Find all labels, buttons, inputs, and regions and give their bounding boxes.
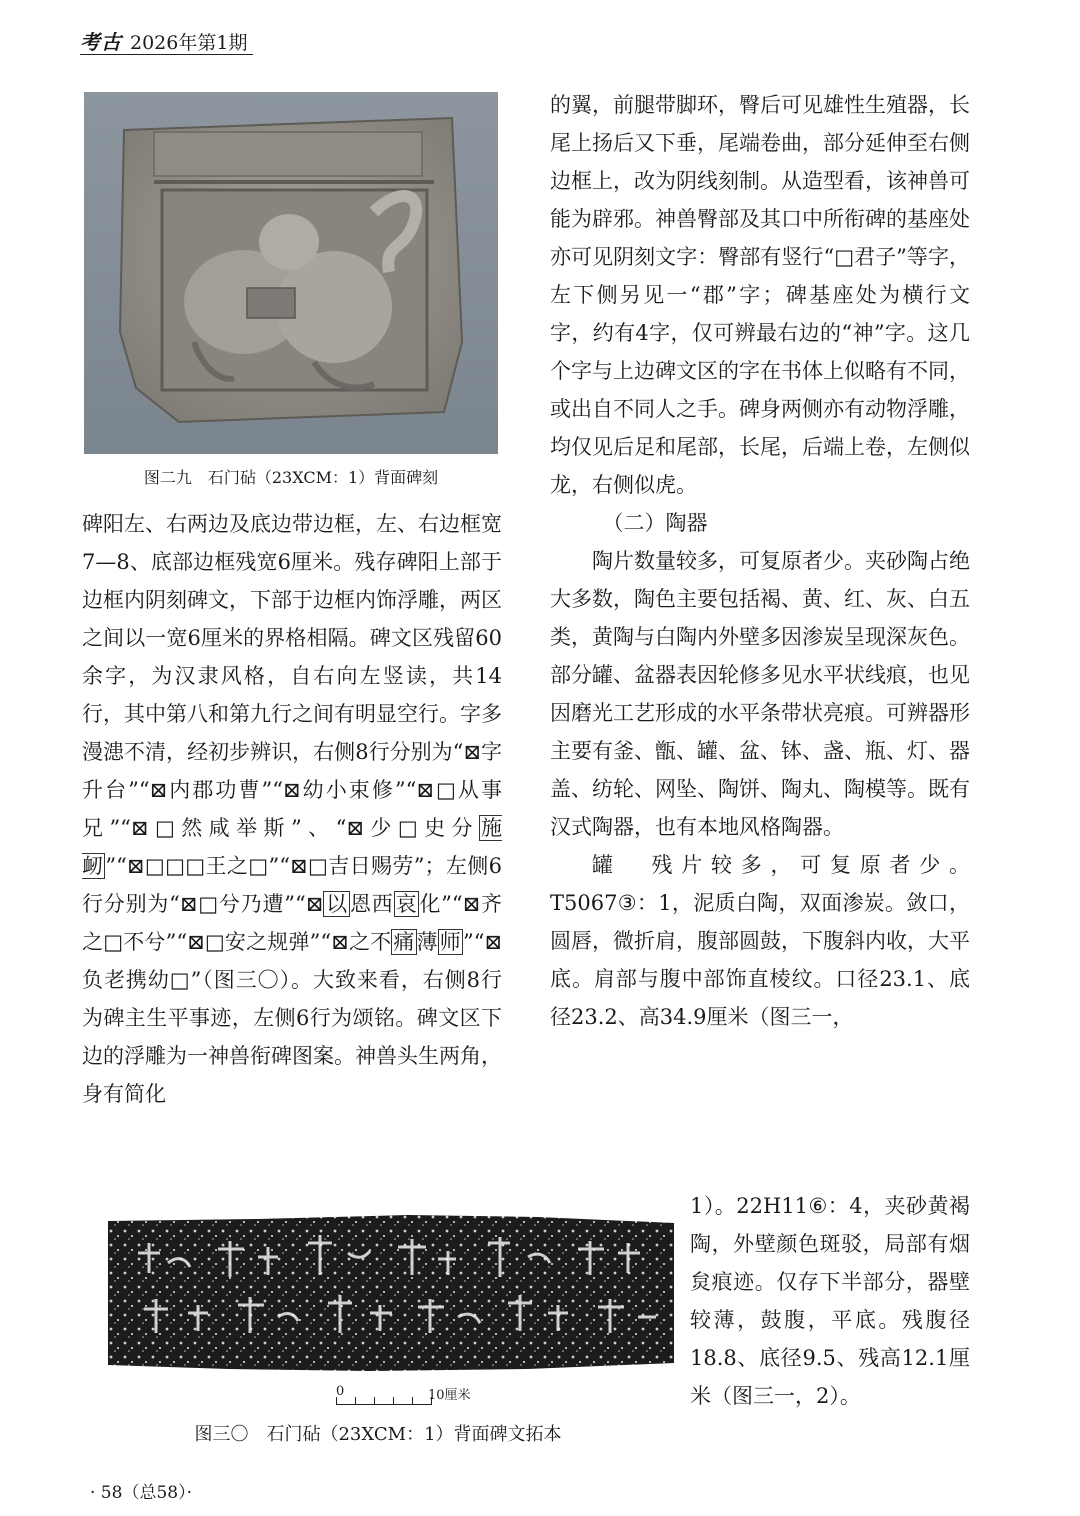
boxed-character: 哀	[395, 892, 418, 916]
scale-bar	[336, 1384, 486, 1410]
scale-tick	[431, 1397, 432, 1404]
left-paragraph	[82, 505, 502, 1113]
stone-relief-image	[84, 92, 498, 454]
boxed-character: 师	[439, 930, 461, 954]
scale-tick	[336, 1397, 337, 1404]
text-run: 恩西	[349, 892, 394, 916]
text-run: 薄	[416, 930, 438, 954]
text-run: 碑阳左、右两边及底边带边框，左、右边框宽7—8、底部边框残宽6厘米。残存碑阳上部于边框内阴刻碑文，下部于边框内饰浮雕，两区之间以一宽6厘米的界格相隔。碑文区残留60余字，为汉隶风格，自右向左竖读，共14行，其中第八和第九行之间有明显空行。字多漫漶不清，经初步辨识，右侧8行分别为“⊠字升台”“⊠内郡功曹”“⊠幼小束修”“⊠□从事兄”“⊠□然咸举斯”、“⊠少□史分	[82, 512, 502, 840]
right-paragraph-1: 的翼，前腿带脚环，臀后可见雄性生殖器，长尾上扬后又下垂，尾端卷曲，部分延伸至右侧边框上，改为阴线刻制。从造型看，该神兽可能为辟邪。神兽臀部及其口中所衔碑的基座处亦可见阴刻文字：臀部有竖行“□君子”等字，左下侧另见一“郡”字；碑基座处为横行文字，约有4字，仅可辨最右边的“神”字。这几个字与上边碑文区的字在书体上似略有不同，或出自不同人之手。碑身两侧亦有动物浮雕，均仅见后足和尾部，长尾，后端上卷，左侧似龙，右侧似虎。	[550, 93, 970, 497]
journal-logo: 考古	[80, 30, 122, 54]
scale-line	[336, 1404, 432, 1405]
boxed-character: 痛	[393, 930, 415, 954]
scale-tick	[412, 1397, 413, 1404]
left-column	[82, 505, 502, 1113]
journal-issue: 2026年第1期	[130, 32, 248, 54]
right-paragraph-3: 罐 残片较多，可复原者少。T5067③：1，泥质白陶，双面渗炭。敛口，圆唇，微折肩，腹部圆鼓，下腹斜内收，大平底。肩部与腹中部饰直棱纹。口径23.1、底径23.2、高34.9厘米（图三一，	[550, 853, 970, 1029]
running-header	[80, 26, 255, 55]
page-number: · 58（总58）·	[90, 1483, 192, 1503]
header-rule	[80, 54, 253, 55]
scale-tick	[393, 1397, 394, 1404]
text-run: ”“⊠负老携幼□”（图三〇）。大致来看，右侧8行为碑主生平事迹，左侧6行为颂铭。碑文区下边的浮雕为一神兽衔碑图案。神兽头生两角，身有简化	[82, 930, 503, 1106]
section-subheading: （二）陶器	[602, 511, 708, 535]
rubbing-image	[108, 1213, 674, 1373]
right-paragraph-2: 陶片数量较多，可复原者少。夹砂陶占绝大多数，陶色主要包括褐、黄、红、灰、白五类，黄陶与白陶内外壁多因渗炭呈现深灰色。部分罐、盆器表因轮修多见水平状线痕，也见因磨光工艺形成的水平条带状亮痕。可辨器形主要有釜、甑、罐、盆、钵、盏、瓶、灯、器盖、纺轮、网坠、陶饼、陶丸、陶模等。既有汉式陶器，也有本地风格陶器。	[550, 549, 970, 839]
right-paragraph-3-continued: 1）。22H11⑥：4，夹砂黄褐陶，外壁颜色斑驳，局部有烟炱痕迹。仅存下半部分，器壁较薄，鼓腹，平底。残腹径18.8、底径9.5、残高12.1厘米（图三一，2）。	[690, 1194, 970, 1408]
scale-zero-label: 0	[336, 1384, 345, 1399]
scale-tick	[374, 1397, 375, 1404]
figure-30-rubbing	[108, 1213, 674, 1373]
right-column	[550, 86, 970, 1036]
wrapped-paragraph	[690, 1187, 970, 1415]
text-run: 化”“⊠齐之□不兮”“⊠□安之规弹”“⊠之不	[82, 892, 503, 954]
figure-29-photo	[84, 92, 498, 454]
text-run: ”“⊠□□□王之□”“⊠□吉日赐劳”；左侧6行分别为“⊠□兮乃遭”“⊠	[82, 854, 503, 916]
figure-30-caption: 图三〇 石门砧（23XCM：1）背面碑文拓本	[194, 1424, 562, 1445]
boxed-character: 以	[325, 892, 348, 916]
boxed-character: 施衂	[82, 816, 502, 878]
scale-tick	[355, 1397, 356, 1404]
scale-end-label: 10厘米	[428, 1388, 471, 1403]
figure-29-caption: 图二九 石门砧（23XCM：1）背面碑刻	[143, 468, 439, 487]
